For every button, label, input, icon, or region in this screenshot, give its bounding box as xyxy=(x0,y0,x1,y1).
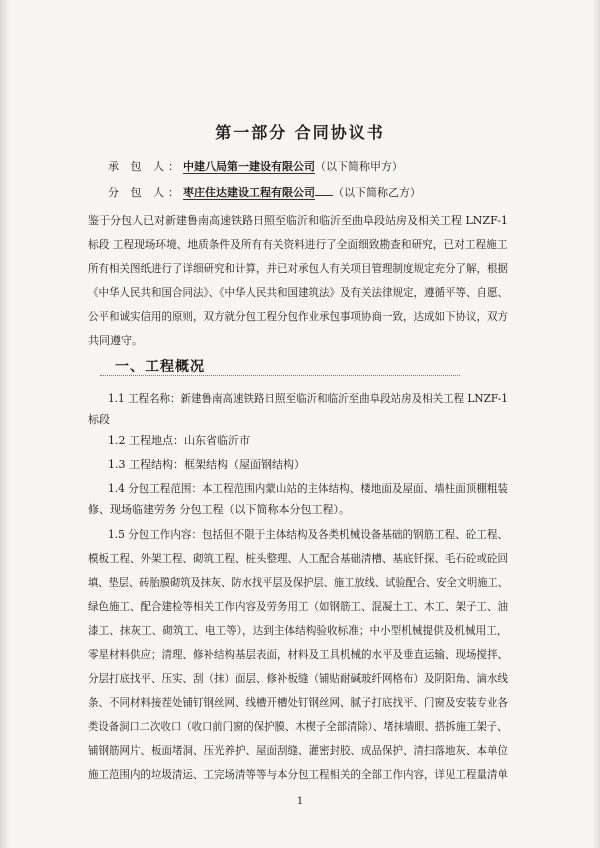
contractor-suffix: （以下简称甲方） xyxy=(315,160,403,173)
item-1-5-line: 1.5 分包工作内容：包括但不限于主体结构及各类机械设备基础的钢筋工程、砼工程、 xyxy=(108,528,508,541)
preamble-line: 所有相关图纸进行了详细研究和计算，并已对承包人有关项目管理制度规定充分了解，根据 xyxy=(88,262,508,275)
item-1-3: 1.3 工程结构：框架结构（屋面钢结构） xyxy=(108,458,305,471)
item-1-5-line: 漆工、抹灰工、砌筑工、电工等），达到主体结构验收标准；中小型机械提供及机械用工， xyxy=(88,624,508,637)
item-1-2: 1.2 工程地点：山东省临沂市 xyxy=(108,434,250,447)
subcontractor-line xyxy=(108,186,528,200)
contractor-label: 承 包 人： xyxy=(108,160,183,173)
preamble-line: 共同遵守。 xyxy=(88,334,143,347)
item-1-1-line2: 标段 xyxy=(88,413,110,426)
item-1-5-line: 施工范围内的垃圾清运、工完场清等等与本分包工程相关的全部工作内容，详见工程量清单 xyxy=(88,768,508,781)
item-1-5-line: 零星材料供应；清理、修补结构基层表面，材料及工具机械的水平及垂直运输、现场搅拌、 xyxy=(88,648,508,661)
item-1-5-line: 绿色施工、配合建检等相关工作内容及劳务用工（如钢筋工、混凝土工、木工、架子工、油 xyxy=(88,600,508,613)
item-1-5-line: 铺钢筋网片、板面堵洞、压光养护、屋面刮缝、灌密封胶、成品保护、清扫落地灰、本单位 xyxy=(88,744,508,757)
section-rule xyxy=(100,375,460,376)
preamble-line: 《中华人民共和国合同法》、《中华人民共和国建筑法》及有关法律规定，遵循平等、自愿、 xyxy=(88,286,508,299)
page-number: 1 xyxy=(296,796,304,807)
item-1-5-line: 类设备洞口二次收口（收口前门窗的保护膜、木楔子全部清除）、堵抹墙眼、搭拆施工架子、 xyxy=(88,720,508,733)
item-1-5-line: 条、不同材料接茬处铺钉钢丝网、线槽开槽处钉钢丝网、腻子打底找平、门窗及安装专业各 xyxy=(88,696,508,709)
section-1-heading: 一、工程概况 xyxy=(115,359,205,375)
preamble-line: 鉴于分包人已对新建鲁南高速铁路日照至临沂和临沂至曲阜段站房及相关工程 LNZF-1 xyxy=(88,214,508,227)
preamble-line: 公平和诚实信用的原则，双方就分包工程分包作业承包事项协商一致，达成如下协议，双方 xyxy=(88,310,508,323)
subcontractor-suffix: （以下简称乙方） xyxy=(333,186,421,199)
preamble-line: 标段 工程现场环境、地质条件及所有有关资料进行了全面细致勘查和研究，已对工程施工 xyxy=(88,238,508,251)
subcontractor-name: 枣庄住达建设工程有限公司 xyxy=(183,186,315,199)
item-1-4-line2: 修、现场临建劳务 分包工程（以下简称本分包工程）。 xyxy=(88,503,350,516)
document-title: 第一部分 合同协议书 xyxy=(215,123,385,142)
item-1-4-line1: 1.4 分包工程范围：本工程范围内蒙山站的主体结构、楼地面及屋面、墙柱面顶棚粗装 xyxy=(108,482,508,495)
item-1-5-line: 分层打底找平、压实、刮（抹）面层、修补板缝（铺贴耐碱玻纤网格布）及阴阳角、滴水线 xyxy=(88,672,508,685)
item-1-5-line: 模板工程、外架工程、砌筑工程、桩头整理、人工配合基础清槽、基底钎探、毛石砼或砼回 xyxy=(88,552,508,565)
subcontractor-label: 分 包 人： xyxy=(108,186,183,199)
contractor-line xyxy=(108,160,528,174)
item-1-1-line1: 1.1 工程名称：新建鲁南高速铁路日照至临沂和临沂至曲阜段站房及相关工程 LNZF-1 xyxy=(108,392,508,405)
item-1-5-line: 填、垫层、砖胎膜砌筑及抹灰、防水找平层及保护层、施工放线、试验配合、安全文明施工、 xyxy=(88,576,509,589)
contractor-name: 中建八局第一建设有限公司 xyxy=(183,160,315,173)
